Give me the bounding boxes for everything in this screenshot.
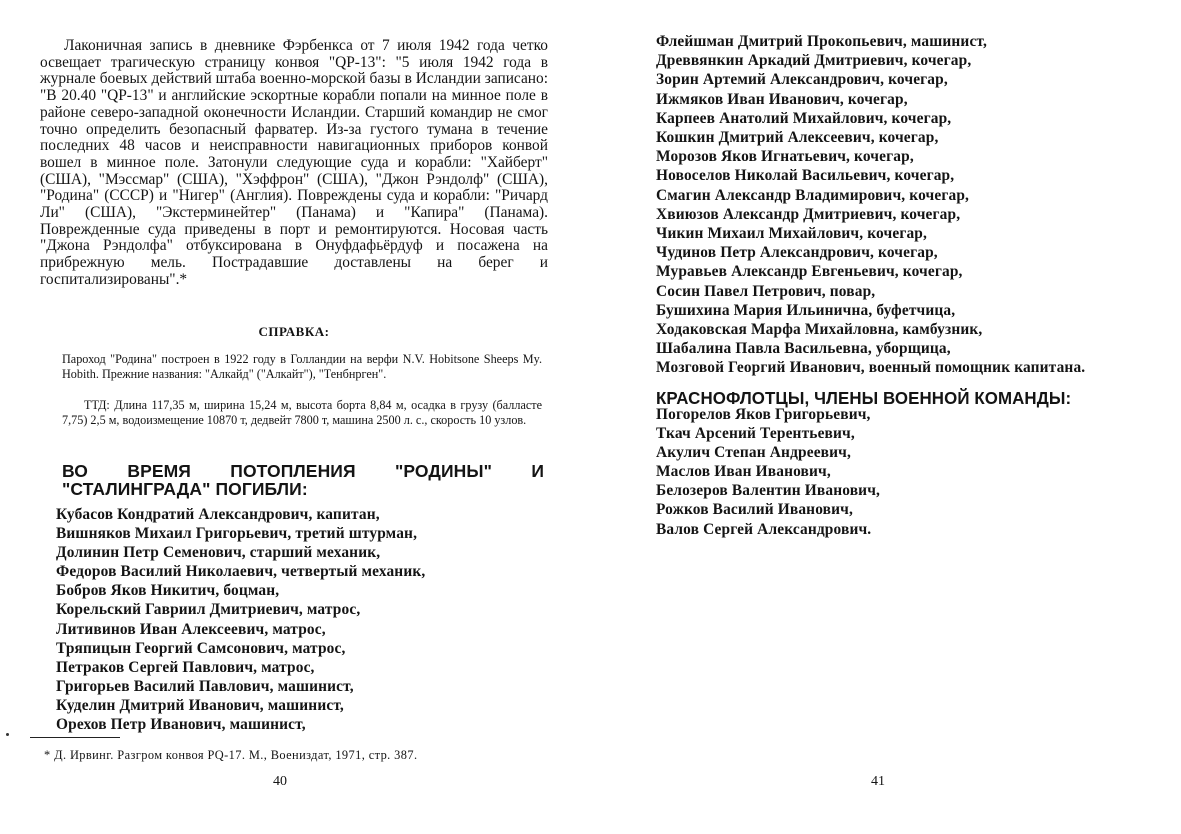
crew-list-item: Чудинов Петр Александрович, кочегар,: [656, 244, 938, 262]
spravka-paragraph-history: Пароход "Родина" построен в 1922 году в Голландии на верфи N.V. Hobitsone Sheeps My. Hobith. Прежние названия: "Алкайд" ("Алкайт"), "Тенбнрген".: [62, 352, 542, 382]
crew-list-item: Ходаковская Марфа Михайловна, камбузник,: [656, 321, 983, 339]
crew-list-item: Кубасов Кондратий Александрович, капитан,: [56, 506, 380, 523]
crew-list-item: Флейшман Дмитрий Прокопьевич, машинист,: [656, 33, 987, 50]
crew-list-item: Муравьев Александр Евгеньевич, кочегар,: [656, 263, 963, 281]
crew-list-item: Федоров Василий Николаевич, четвертый механик,: [56, 563, 426, 581]
perished-crew-list: [56, 505, 425, 734]
crew-list-item: Бобров Яков Никитич, боцман,: [56, 582, 280, 600]
crew-list-item: Литивинов Иван Алексеевич, матрос,: [56, 620, 326, 638]
military-list-item: Акулич Степан Андреевич,: [656, 444, 851, 462]
crew-list-item: Карпеев Анатолий Михайлович, кочегар,: [656, 109, 952, 127]
military-list-item: Маслов Иван Иванович,: [656, 463, 831, 481]
military-list-item: Ткач Арсений Терентьевич,: [656, 425, 855, 443]
crew-list-item: Шабалина Павла Васильевна, уборщица,: [656, 340, 951, 358]
crew-list-item: Корельский Гавриил Дмитриевич, матрос,: [56, 601, 361, 619]
crew-list-item: Мозговой Георгий Иванович, военный помощник капитана.: [656, 359, 1086, 377]
crew-list-item: Зорин Артемий Александрович, кочегар,: [656, 71, 948, 89]
spravka-paragraph-specs: ТТД: Длина 117,35 м, ширина 15,24 м, высота борта 8,84 м, осадка в грузу (балласте 7,75) 2,5 м, водоизмещение 10870 т, дедвейт 7800 т, машина 2500 л. с., скорость 10 узлов.: [62, 398, 542, 428]
military-list-item: Белозеров Валентин Иванович,: [656, 482, 881, 500]
crew-list-item: Григорьев Василий Павлович, машинист,: [56, 677, 354, 695]
crew-list-item: Долинин Петр Семенович, старший механик,: [56, 544, 381, 562]
crew-list-item: Хвиюзов Александр Дмитриевич, кочегар,: [656, 205, 961, 223]
left-page: [0, 0, 590, 834]
crew-list-item: Новоселов Николай Васильевич, кочегар,: [656, 167, 955, 185]
crew-list-item: Морозов Яков Игнатьевич, кочегар,: [656, 148, 914, 166]
crew-list-item: Тряпицын Георгий Самсонович, матрос,: [56, 639, 346, 657]
crew-list-item: Петраков Сергей Павлович, матрос,: [56, 658, 315, 676]
military-list-item: Рожков Василий Иванович,: [656, 501, 853, 519]
footnote: * Д. Ирвинг. Разгром конвоя PQ-17. М., Воениздат, 1971, стр. 387.: [44, 748, 418, 762]
crew-list-item: Вишняков Михаил Григорьевич, третий штурман,: [56, 525, 418, 543]
spravka-title: СПРАВКА:: [258, 324, 330, 339]
intro-paragraph: Лаконичная запись в дневнике Фэрбенкса от 7 июля 1942 года четко освещает трагическую страницу конвоя "QP-13": "5 июля 1942 года в журнале боевых действий штаба военно-морской базы в Исландии записано: "В 20.40 "QP-13" и английские эскортные корабли попали на минное поле в районе северо-западной оконечности Исландии. Старший командир не смог точно определить безопасный фарватер. Из-за густого тумана в течение последних 48 часов и неисправности навигационных приборов конвой вошел в минное поле. Затонули следующие суда и корабли: "Хайберт" (США), "Мэссмар" (США), "Хэффрон" (США), "Джон Рэндолф" (США), "Родина" (СССР) и "Нигер" (Англия). Повреждены суда и корабли: "Ричард Ли" (США), "Экстерминейтер" (Панама) и "Капира" (Панама). Поврежденные суда приведены в порт и ремонтируются. Носовая часть "Джона Рэндолфа" отбуксирована в Онуфдафьёрдуф и посажена на прибрежную мель. Пострадавшие доставлены на берег и госпитализированы".*: [40, 37, 548, 288]
scan-speck: [6, 733, 9, 736]
crew-list-item: Куделин Дмитрий Иванович, машинист,: [56, 696, 344, 714]
crew-list-item: Ижмяков Иван Иванович, кочегар,: [656, 90, 908, 108]
military-list-item: Погорелов Яков Григорьевич,: [656, 406, 871, 423]
crew-list-item: Орехов Петр Иванович, машинист,: [56, 716, 306, 734]
military-team-list: [656, 405, 880, 539]
page-number-left: 40: [273, 774, 287, 789]
crew-list-item: Чикин Михаил Михайлович, кочегар,: [656, 225, 928, 243]
military-team-heading: КРАСНОФЛОТЦЫ, ЧЛЕНЫ ВОЕННОЙ КОМАНДЫ:: [656, 388, 1072, 408]
crew-list-item: Сосин Павел Петрович, повар,: [656, 282, 876, 300]
footnote-divider: [30, 737, 120, 738]
right-page: [590, 0, 1181, 834]
military-list-item: Валов Сергей Александрович.: [656, 520, 872, 538]
crew-list-item: Кошкин Дмитрий Алексеевич, кочегар,: [656, 129, 939, 147]
crew-list-item: Смагин Александр Владимирович, кочегар,: [656, 186, 970, 204]
page-number-right: 41: [871, 774, 885, 789]
crew-list-item: Древвянкин Аркадий Дмитриевич, кочегар,: [656, 52, 972, 70]
perished-crew-list-continued: [656, 32, 1085, 378]
perished-heading: ВО ВРЕМЯ ПОТОПЛЕНИЯ "РОДИНЫ" И "СТАЛИНГРАДА" ПОГИБЛИ:: [62, 461, 544, 499]
crew-list-item: Бушихина Мария Ильинична, буфетчица,: [656, 301, 956, 319]
